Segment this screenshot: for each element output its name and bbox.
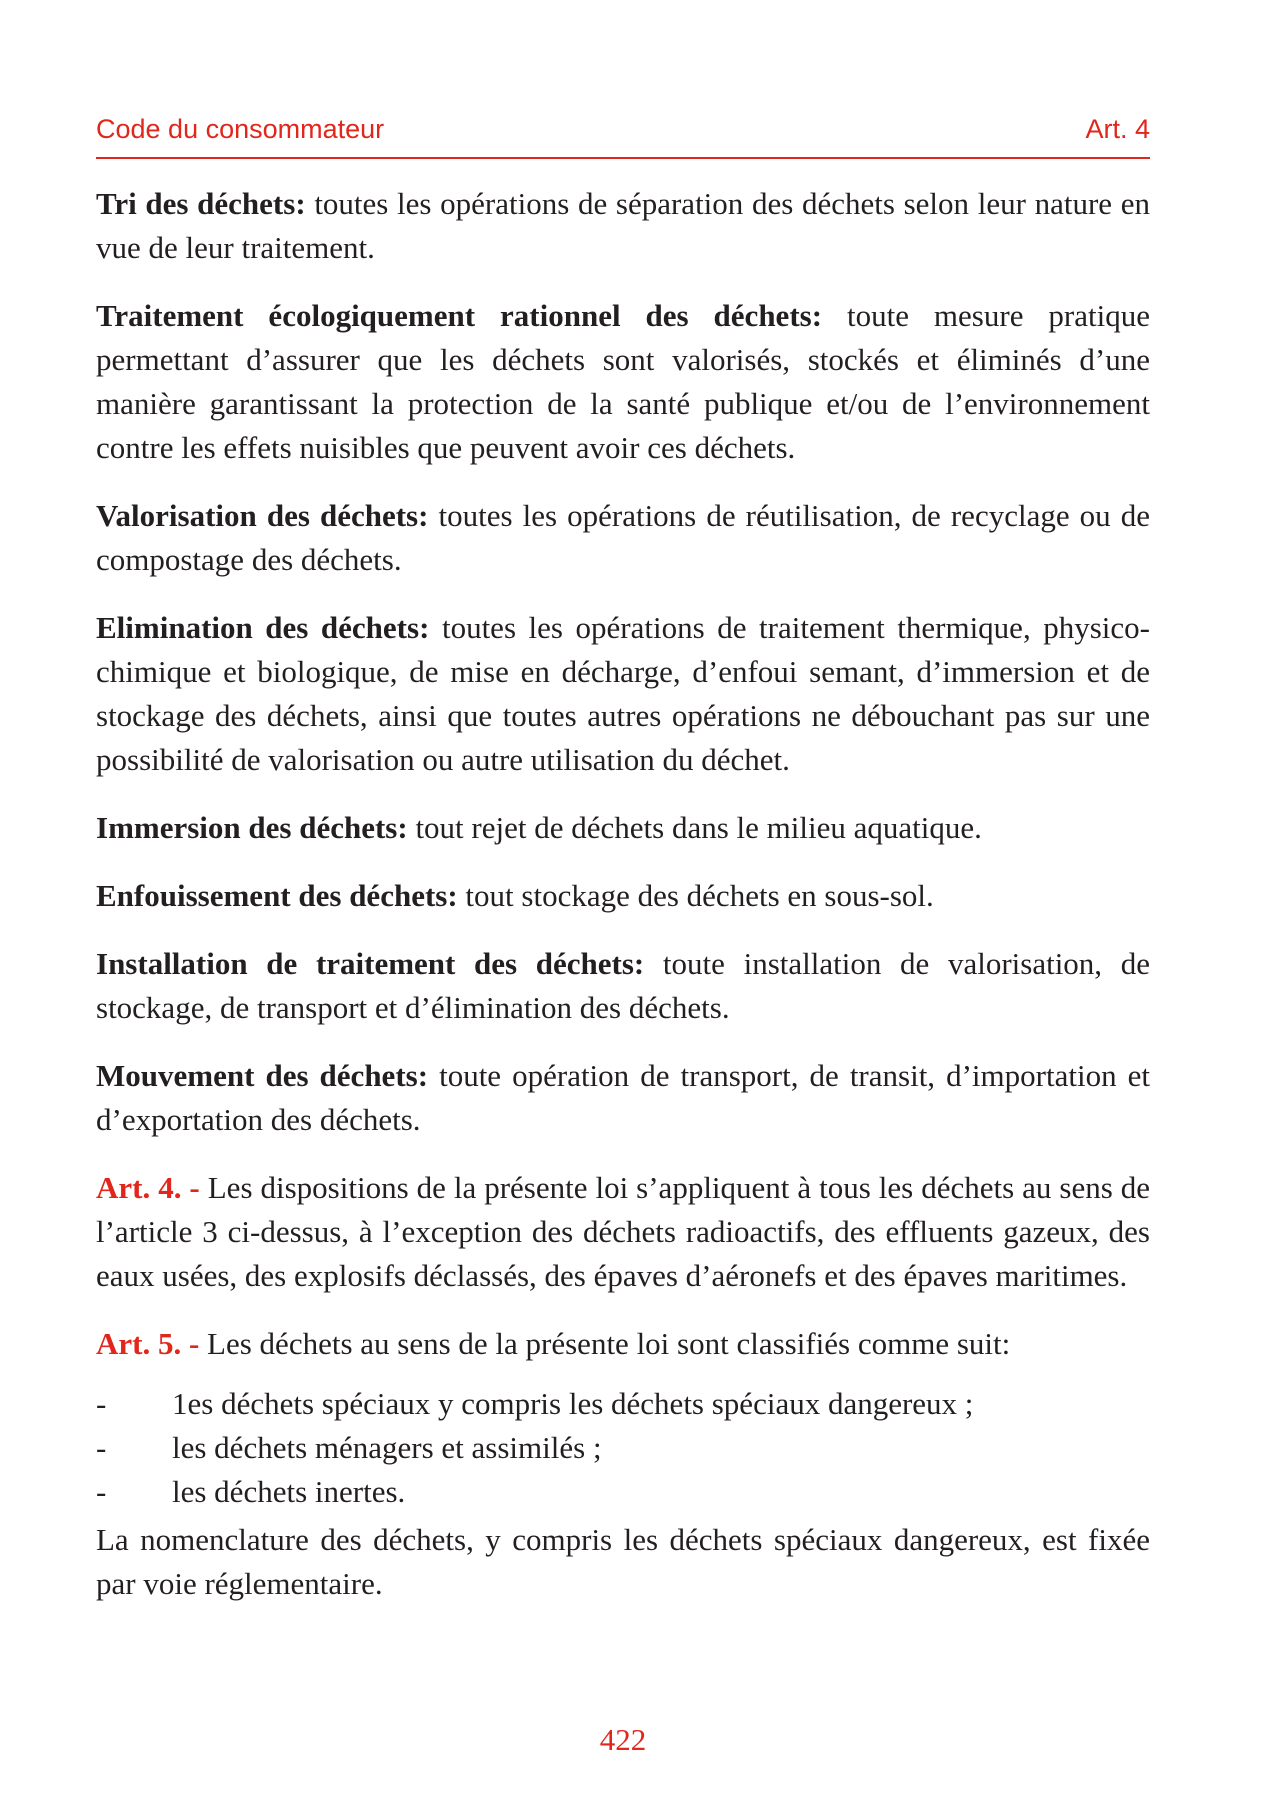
definition-paragraph xyxy=(96,1054,1150,1142)
definition-paragraph xyxy=(96,942,1150,1030)
definition-paragraph xyxy=(96,806,1150,850)
definition-term: Installation de traitement des déchets: xyxy=(96,946,645,981)
definition-term: Mouvement des déchets: xyxy=(96,1058,429,1093)
definition-text: toutes les opérations de séparation des déchets selon leur nature en vue de leur traitement. xyxy=(96,186,1150,265)
definition-text: toutes les opérations de réutilisation, de recyclage ou de compostage des déchets. xyxy=(96,498,1150,577)
waste-category-list xyxy=(96,1382,1150,1514)
definition-term: Tri des déchets: xyxy=(96,186,306,221)
definition-paragraph xyxy=(96,606,1150,782)
list-item xyxy=(96,1426,1150,1470)
definition-paragraph xyxy=(96,874,1150,918)
definition-text: toute mesure pratique permettant d’assurer que les déchets sont valorisés, stockés et éliminés d’une manière garantissant la protection de la santé publique et/ou de l’environnement contre les effets nuisibles que peuvent avoir ces déchets. xyxy=(96,298,1150,465)
list-item xyxy=(96,1382,1150,1426)
article-5 xyxy=(96,1322,1150,1366)
header-book-title: Code du consommateur xyxy=(96,114,385,144)
article-4-label: Art. 4. - xyxy=(96,1170,200,1205)
definition-term: Enfouissement des déchets: xyxy=(96,878,458,913)
article-5-text: Les déchets au sens de la présente loi sont classifiés comme suit: xyxy=(199,1326,1011,1361)
definition-text: tout rejet de déchets dans le milieu aquatique. xyxy=(407,810,982,845)
header-article-ref: Art. 4 xyxy=(1085,114,1150,144)
list-item-text: 1es déchets spéciaux y compris les déchets spéciaux dangereux ; xyxy=(172,1386,974,1421)
definition-paragraph xyxy=(96,494,1150,582)
list-dash: - xyxy=(96,1386,107,1421)
running-header xyxy=(96,112,1150,159)
article-4-text: Les dispositions de la présente loi s’appliquent à tous les déchets au sens de l’article 3 ci-dessus, à l’exception des déchets radioactifs, des effluents gazeux, des eaux usées, des explosifs déclassés, des épaves d’aéronefs et des épaves maritimes. xyxy=(96,1170,1151,1293)
definition-text: toute opération de transport, de transit, d’importation et d’exportation des déchets. xyxy=(96,1058,1150,1137)
definition-text: tout stockage des déchets en sous-sol. xyxy=(457,878,934,913)
page-number: 422 xyxy=(599,1722,647,1757)
list-item-text: les déchets inertes. xyxy=(172,1474,406,1509)
definition-term: Traitement écologiquement rationnel des déchets: xyxy=(96,298,823,333)
definition-term: Immersion des déchets: xyxy=(96,810,408,845)
definition-paragraph xyxy=(96,294,1150,470)
definition-paragraph xyxy=(96,182,1150,270)
article-5-closing: La nomenclature des déchets, y compris les déchets spéciaux dangereux, est fixée par voie réglementaire. xyxy=(96,1522,1150,1601)
definition-term: Elimination des déchets: xyxy=(96,610,430,645)
definition-text: toute installation de valorisation, de stockage, de transport et d’élimination des déchets. xyxy=(96,946,1150,1025)
page-body xyxy=(96,182,1150,1630)
list-dash: - xyxy=(96,1474,107,1509)
list-dash: - xyxy=(96,1430,107,1465)
list-item-text: les déchets ménagers et assimilés ; xyxy=(172,1430,602,1465)
list-item xyxy=(96,1470,1150,1514)
definition-term: Valorisation des déchets: xyxy=(96,498,429,533)
article-4 xyxy=(96,1166,1150,1298)
article-5-label: Art. 5. - xyxy=(96,1326,200,1361)
document-page xyxy=(96,0,1150,1800)
definition-text: toutes les opérations de traitement thermique, physico-chimique et biologique, de mise en décharge, d’enfoui semant, d’immersion et de stockage des déchets, ainsi que toutes autres opérations ne débouchant pas sur une possibilité de valorisation ou autre utilisation du déchet. xyxy=(96,610,1151,777)
